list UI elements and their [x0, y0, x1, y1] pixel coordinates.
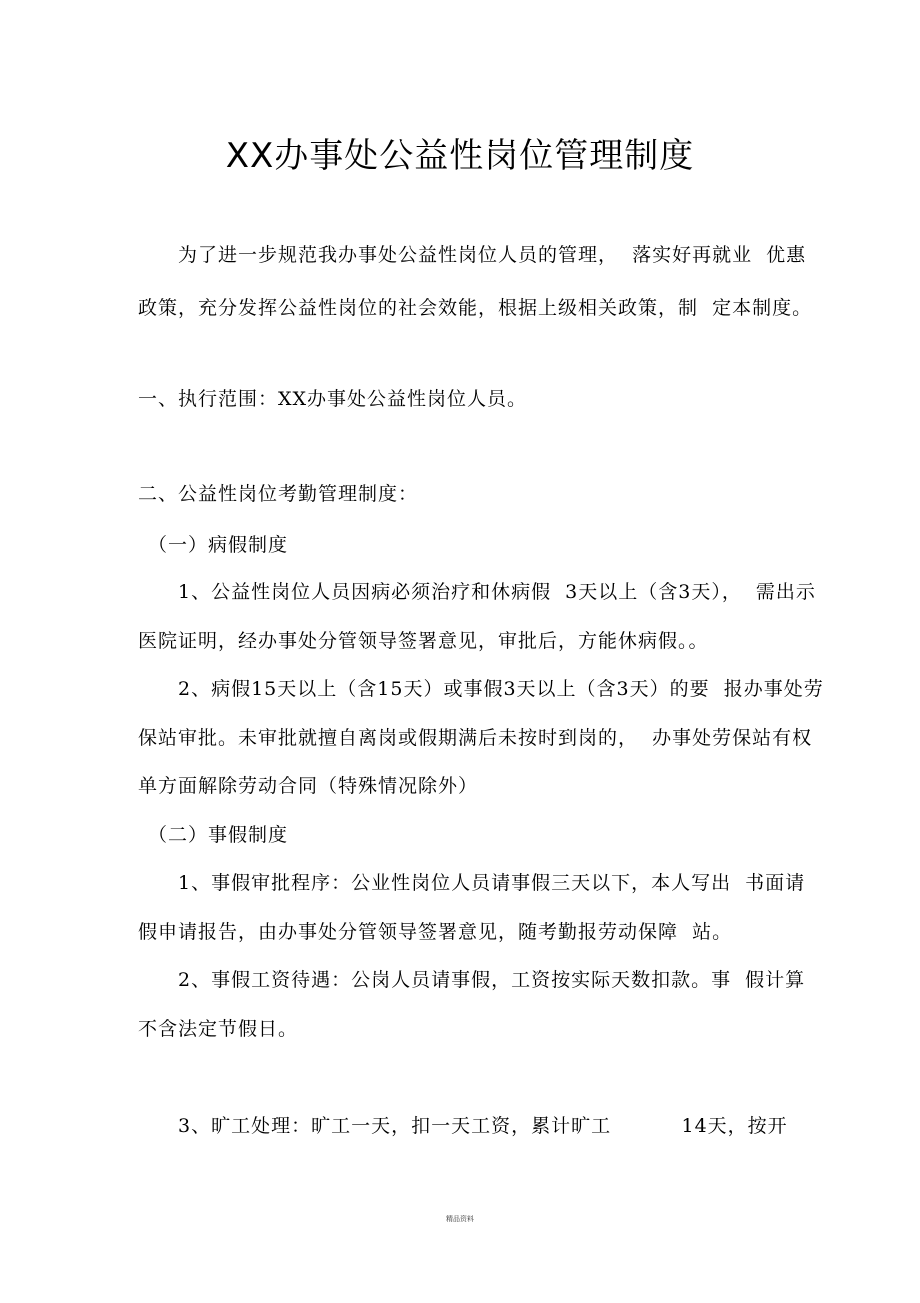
paragraph-line: 医院证明，经办事处分管领导签署意见，审批后，方能休病假。。 [138, 630, 709, 652]
paragraph-line: 1、事假审批程序：公业性岗位人员请事假三天以下，本人写出 书面请 [178, 872, 806, 894]
paragraph-line: 1、公益性岗位人员因病必须治疗和休病假 3天以上（含3天）， 需出示 [178, 581, 816, 603]
paragraph-line: 政策，充分发挥公益性岗位的社会效能，根据上级相关政策，制 定本制度。 [138, 297, 813, 319]
subsection-heading: （一）病假制度 [148, 534, 289, 556]
paragraph-line: 假申请报告，由办事处分管领导签署意见，随考勤报劳动保障 站。 [138, 921, 733, 943]
section-heading: 二、公益性岗位考勤管理制度： [138, 483, 419, 505]
paragraph-line: 2、事假工资待遇：公岗人员请事假，工资按实际天数扣款。事 假计算 [178, 969, 806, 991]
section-heading: 一、执行范围：XX办事处公益性岗位人员。 [138, 388, 528, 410]
paragraph-line: 2、病假15天以上（含15天）或事假3天以上（含3天）的要 报办事处劳 [178, 678, 824, 700]
paragraph-line: 保站审批。未审批就擅自离岗或假期满后未按时到岗的， 办事处劳保站有权 [138, 727, 813, 749]
paragraph-line: 单方面解除劳动合同（特殊情况除外） [138, 775, 479, 797]
paragraph-line: 不含法定节假日。 [138, 1018, 299, 1040]
footer-note: 精品资料 [446, 1215, 474, 1223]
paragraph-line: 3、旷工处理：旷工一天，扣一天工资，累计旷工 14天，按开 [178, 1115, 788, 1137]
document-title: XX办事处公益性岗位管理制度 [225, 136, 695, 176]
paragraph-line: 为了进一步规范我办事处公益性岗位人员的管理， 落实好再就业 优惠 [178, 244, 807, 266]
subsection-heading: （二）事假制度 [148, 824, 289, 846]
